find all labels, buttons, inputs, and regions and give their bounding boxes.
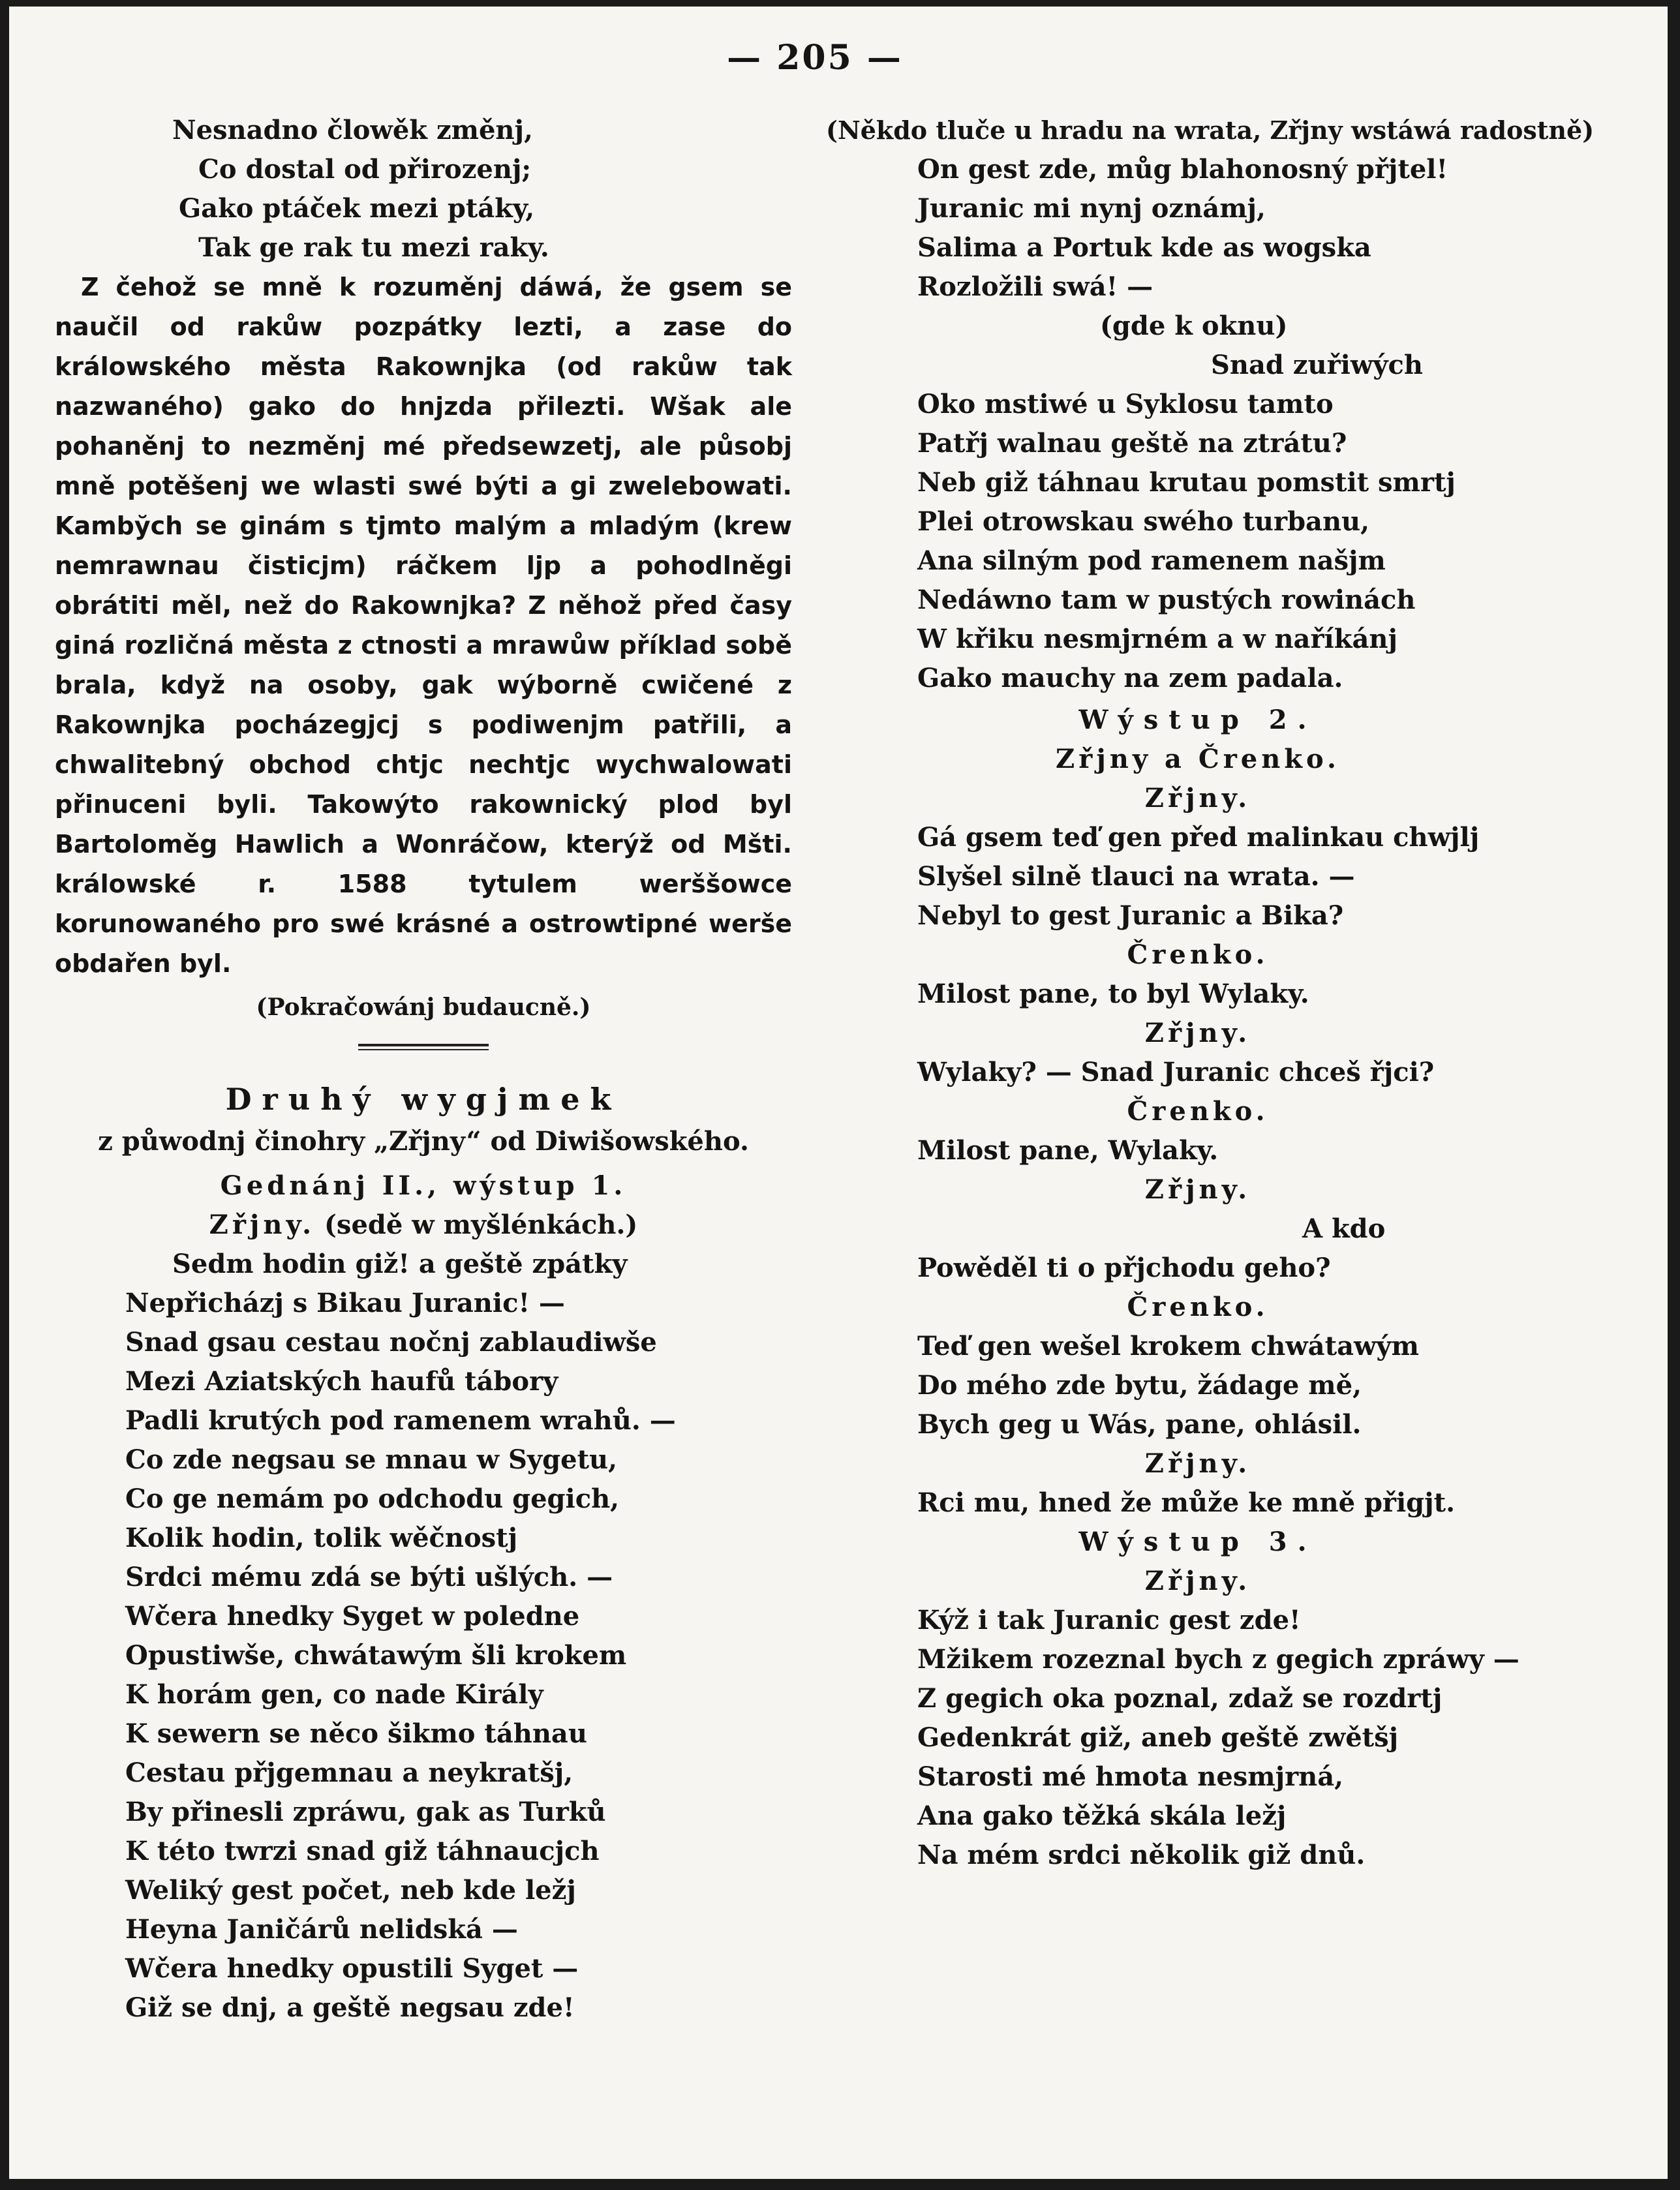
speaker-name: Zřjny.	[209, 1209, 316, 1240]
verse-line: By přinesli zpráwu, gak as Turků	[125, 1797, 606, 1827]
verse-line: Padli krutých pod ramenem wrahů. —	[125, 1405, 676, 1436]
verse-line: Nedáwno tam w pustých rowinách	[917, 585, 1416, 615]
prose-paragraph: Z čehož se mně k rozuměnj dáwá, že gsem se naučil od rakůw pozpátky lezti, a zase do králowského města Rakownjka (od rakůw tak nazwaného) gako do hnjzda přilezti. Wšak ale pohaněnj to nezměnj mé předsewzetj, ale působj mně potěšenj we wlasti swé býti a gi zwelebowati. Kamby̆ch se ginám s tjmto malým a mladým (krew nemrawnau čisticjm) ráčkem ljp a pohodlněgi obrátiti měl, než do Rakownjka? Z něhož před časy giná rozličná města z ctnosti a mrawůw příklad sobě brala, když na osoby, gak wýborně cwičené z Rakownjka pocházegjcj s podiwenjm patřili, a chwalitebný obchod chtjc nechtjc wychwalowati přinuceni byli. Takowýto rakownický plod byl Bartoloměg Hawlich a Wonráčow, kterýž od Mšti. králowské r. 1588 tytulem werššowce korunowaného pro swé krásné a ostrowtipné werše obdařen byl.	[55, 273, 792, 978]
speaker-name: Črenko.	[1127, 939, 1269, 970]
dialogue-line: Z gegich oka poznal, zdaž se rozdrtj	[917, 1683, 1443, 1714]
verse-line: Kolik hodin, tolik wěčnostj	[125, 1523, 518, 1553]
section-divider	[358, 1044, 489, 1050]
dialogue-line: Gá gsem teď gen před malinkau chwjlj	[917, 822, 1480, 853]
verse-line: Giž se dnj, a geště negsau zde!	[125, 1992, 575, 2023]
dialogue-line: Mžikem rozeznal bych z gegich zpráwy —	[917, 1644, 1520, 1675]
act-heading: Gednánj II., wýstup 1.	[220, 1170, 627, 1201]
verse-line: Co ge nemám po odchodu gegich,	[125, 1483, 620, 1514]
dialogue-line: Rci mu, hned že může ke mně přigjt.	[917, 1487, 1456, 1518]
speaker-name: Zřjny.	[1144, 1448, 1251, 1479]
verse-line: Co dostal od přirozenj;	[198, 154, 532, 185]
speaker-name: Zřjny.	[1144, 1018, 1251, 1048]
dialogue-line: Starosti mé hmota nesmjrná,	[917, 1761, 1344, 1792]
dialogue-line: Bych geg u Wás, pane, ohlásil.	[917, 1409, 1362, 1440]
verse-line: Snad gsau cestau nočnj zablaudiwše	[125, 1327, 657, 1358]
verse-line: Opustiwše, chwátawým šli krokem	[125, 1640, 627, 1671]
dialogue-line: Milost pane, Wylaky.	[917, 1135, 1219, 1166]
verse-line: Oko mstiwé u Syklosu tamto	[917, 389, 1334, 419]
verse-line: Mezi Aziatských haufů tábory	[125, 1366, 558, 1397]
verse-line: Gako mauchy na zem padala.	[917, 663, 1343, 693]
scene-heading: Wýstup 2.	[1078, 705, 1317, 735]
speaker-name: Črenko.	[1127, 1292, 1269, 1322]
verse-line: Nepřicházj s Bikau Juranic! —	[125, 1288, 565, 1318]
dialogue-line: Kýž i tak Juranic gest zde!	[917, 1605, 1301, 1635]
newspaper-page	[9, 7, 1668, 2179]
verse-line: Tak ge rak tu mezi raky.	[198, 232, 549, 263]
speaker-name: Črenko.	[1127, 1096, 1269, 1127]
verse-line: Srdci mému zdá se býti ušlých. —	[125, 1562, 613, 1592]
dialogue-line: Gedenkrát giž, aneb geště zwětšj	[917, 1722, 1399, 1753]
verse-line: Ana silným pod ramenem našjm	[917, 545, 1386, 576]
dialogue-line: Nebyl to gest Juranic a Bika?	[917, 900, 1344, 931]
stage-direction: (gde k oknu)	[1100, 311, 1288, 341]
dialogue-line: Slyšel silně tlauci na wrata. —	[917, 861, 1355, 892]
right-column	[826, 111, 1595, 1875]
continuation-note: (Pokračowánj budaucně.)	[256, 994, 591, 1021]
verse-line: Juranic mi nynj oznámj,	[917, 193, 1266, 224]
left-column	[55, 111, 792, 2028]
verse-line: K sewern se něco šikmo táhnau	[125, 1718, 587, 1749]
scene-heading: Wýstup 3.	[1078, 1527, 1317, 1557]
verse-line: Cestau přjgemnau a neykratšj,	[125, 1757, 573, 1788]
monologue	[55, 1245, 792, 2028]
section-title: Druhý wygjmek	[225, 1082, 622, 1117]
dialogue-line: Wylaky? — Snad Juranic chceš řjci?	[917, 1057, 1435, 1087]
verse-line: Weliký gest počet, neb kde ležj	[125, 1875, 576, 1906]
section-subtitle: z půwodnj činohry „Zřjny“ od Diwišowského.	[98, 1126, 749, 1157]
verse-line: Patřj walnau geště na ztrátu?	[917, 428, 1347, 459]
speaker-name: Zřjny.	[1144, 783, 1251, 814]
scene-speaker-line	[55, 1206, 792, 1245]
dialogue-line: Ana gako těžká skála ležj	[917, 1801, 1287, 1831]
dialogue-line: Na mém srdci několik giž dnů.	[917, 1840, 1366, 1870]
dialogue-line: Do mého zde bytu, žádage mě,	[917, 1370, 1362, 1401]
verse-line: K této twrzi snad giž táhnaucjch	[125, 1836, 600, 1866]
dialogue-line: Milost pane, to byl Wylaky.	[917, 979, 1309, 1009]
stage-direction: (sedě w myšlénkách.)	[324, 1209, 638, 1240]
verse-line: Sedm hodin giž! a geště zpátky	[172, 1249, 628, 1279]
dialogue-line: Teď gen wešel krokem chwátawým	[917, 1331, 1419, 1361]
speaker-name: Zřjny.	[1144, 1566, 1251, 1596]
page-number: — 205 —	[727, 38, 903, 78]
verse-line: Snad zuřiwých	[1211, 350, 1423, 380]
verse-line: Rozložili swá! —	[917, 271, 1153, 302]
verse-line: Plei otrowskau swého turbanu,	[917, 506, 1370, 537]
verse-line: Co zde negsau se mnau w Sygetu,	[125, 1444, 618, 1475]
scene-cast: Zřjny a Črenko.	[1056, 744, 1340, 774]
dialogue-line: A kdo	[1302, 1213, 1386, 1244]
verse-line: Salima a Portuk kde as wogska	[917, 232, 1371, 263]
verse-line: Wčera hnedky Syget w poledne	[125, 1601, 580, 1632]
verse-line: On gest zde, můg blahonosný přjtel!	[917, 154, 1448, 185]
verse-line: Neb giž táhnau krutau pomstit smrtj	[917, 467, 1456, 498]
verse-line: K horám gen, co nade Király	[125, 1679, 543, 1710]
stage-direction: (Někdo tluče u hradu na wrata, Zřjny wstáwá radostně)	[826, 115, 1595, 145]
verse-line: Gako ptáček mezi ptáky,	[179, 193, 535, 224]
dialogue-line: Powěděl ti o přjchodu geho?	[917, 1253, 1331, 1283]
verse-line: Wčera hnedky opustili Syget —	[125, 1953, 579, 1984]
speaker-name: Zřjny.	[1144, 1174, 1251, 1205]
verse-line: Nesnadno člowěk změnj,	[172, 115, 533, 145]
verse-line: W křiku nesmjrném a w naříkánj	[917, 624, 1397, 654]
verse-line: Heyna Janičárů nelidská —	[125, 1914, 518, 1945]
